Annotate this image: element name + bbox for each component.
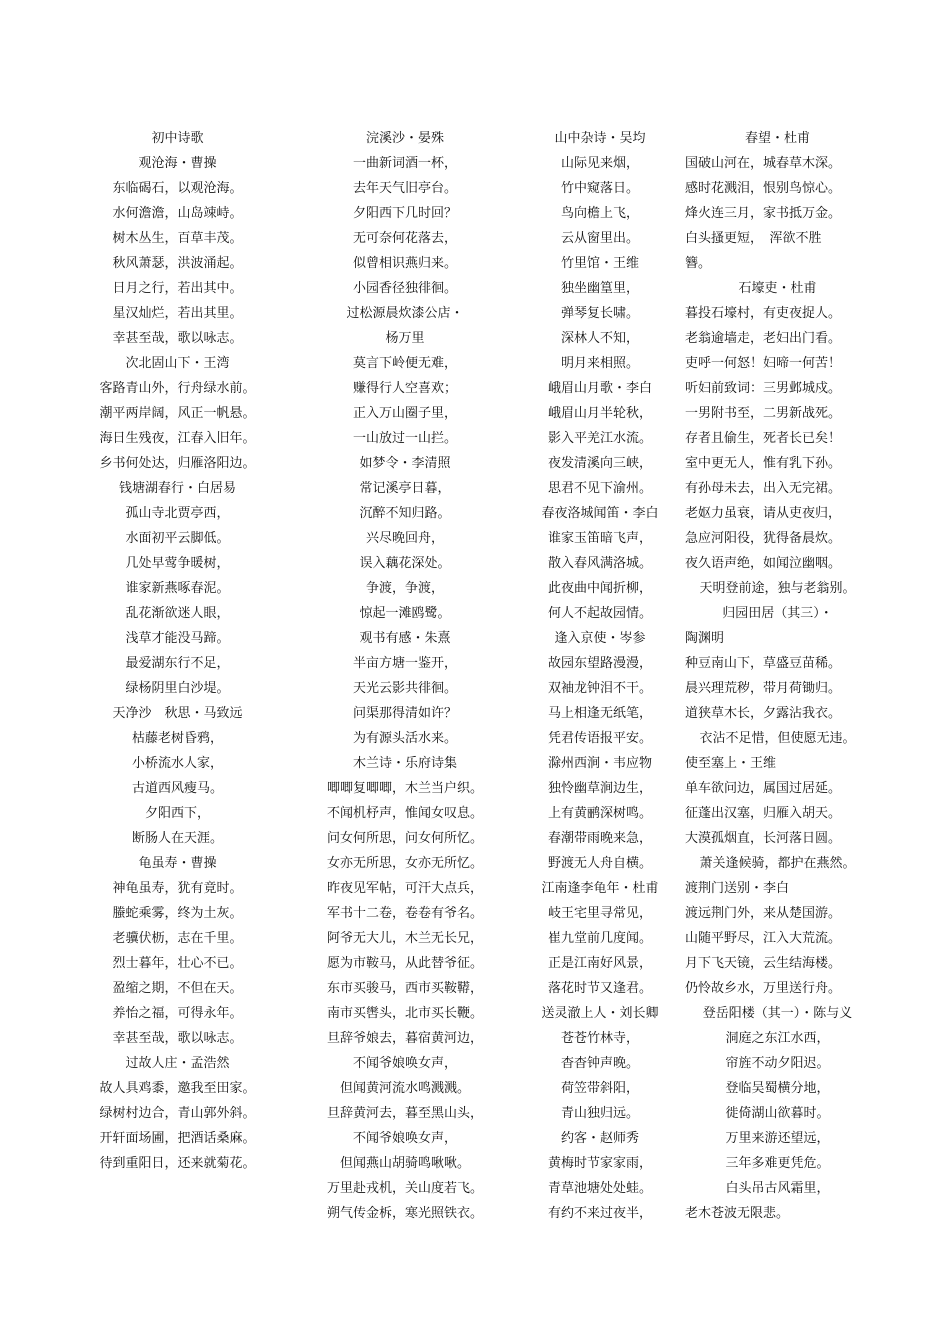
poem-line: 征蓬出汉塞，归雁入胡天。 [685, 806, 842, 821]
poem-line: 老木苍波无限悲。 [685, 1206, 790, 1221]
poem-line: 浅草才能没马蹄。 [125, 631, 230, 646]
poem-line: 观书有感・朱熹 [359, 631, 451, 646]
poem-line: 烈士暮年，壮心不已。 [112, 956, 243, 971]
poem-line: 天光云影共徘徊。 [352, 681, 457, 696]
poem-line: 鸟向檐上飞， [560, 206, 639, 221]
poem-line: 使至塞上・王维 [685, 756, 777, 771]
poem-line: 常记溪亭日暮， [359, 481, 451, 496]
poem-line: 荷笠带斜阳， [560, 1081, 639, 1096]
poem-line: 帘旌不动夕阳迟。 [725, 1056, 830, 1071]
poem-line: 谁家玉笛暗飞声， [547, 531, 652, 546]
poem-line: 养怡之福，可得永年。 [112, 1006, 243, 1021]
poem-line: 夜久语声绝，如闻泣幽咽。 [685, 556, 842, 571]
poem-line: 单车欲问边，属国过居延。 [685, 781, 842, 796]
poem-line: 万里来游还望远， [725, 1131, 830, 1146]
poem-line: 东临碣石，以观沧海。 [112, 181, 243, 196]
poem-line: 暮投石壕村，有吏夜捉人。 [685, 306, 842, 321]
poem-line: 惊起一滩鸥鹭。 [359, 606, 451, 621]
poem-line: 次北固山下・王湾 [125, 356, 230, 371]
poem-line: 衣沾不足惜，但使愿无违。 [699, 731, 856, 746]
poem-line: 女亦无所思，女亦无所忆。 [326, 856, 483, 871]
poem-line: 莫言下岭便无难， [352, 356, 457, 371]
poem-line: 室中更无人，惟有乳下孙。 [685, 456, 842, 471]
poem-column-3 [520, 126, 680, 1226]
poem-line: 白头吊古风霜里， [725, 1181, 830, 1196]
poem-line: 幸甚至哉，歌以咏志。 [112, 331, 243, 346]
poem-line: 绿杨阴里白沙堤。 [125, 681, 230, 696]
poem-line: 问渠那得清如许？ [352, 706, 457, 721]
poem-line: 阿爷无大儿，木兰无长兄， [326, 931, 483, 946]
poem-line: 东市买骏马，西市买鞍鞯， [326, 981, 483, 996]
poem-line: 去年天气旧亭台。 [352, 181, 457, 196]
poem-line: 峨眉山月半轮秋， [547, 406, 652, 421]
poem-line: 万里赴戎机，关山度若飞。 [326, 1181, 483, 1196]
poem-line: 双袖龙钟泪不干。 [547, 681, 652, 696]
poem-line: 待到重阳日，还来就菊花。 [99, 1156, 256, 1171]
poem-line: 兴尽晚回舟， [365, 531, 444, 546]
poem-line: 存者且偷生，死者长已矣！ [685, 431, 842, 446]
poem-line: 有约不来过夜半， [547, 1206, 652, 1221]
poem-line: 何人不起故园情。 [547, 606, 652, 621]
poem-line: 夕阳西下几时回？ [352, 206, 457, 221]
poem-line: 明月来相照。 [560, 356, 639, 371]
poem-line: 半亩方塘一鉴开， [352, 656, 457, 671]
poem-line: 龟虽寿・曹操 [138, 856, 217, 871]
poem-line: 陶渊明 [685, 631, 725, 646]
poem-line: 青山独归远。 [560, 1106, 639, 1121]
poem-line: 老妪力虽衰，请从吏夜归， [685, 506, 842, 521]
poem-line: 天明登前途，独与老翁别。 [699, 581, 856, 596]
poem-line: 竹里馆・王维 [560, 256, 639, 271]
poem-line: 如梦令・李清照 [359, 456, 451, 471]
poem-line: 吏呼一何怒！妇啼一何苦！ [685, 356, 842, 371]
poem-line: 三年多难更凭危。 [725, 1156, 830, 1171]
poem-line: 渡远荆门外，来从楚国游。 [685, 906, 842, 921]
poem-line: 石壕吏・杜甫 [738, 281, 817, 296]
poem-line: 谁家新燕啄春泥。 [125, 581, 230, 596]
poem-line: 有孙母未去，出入无完裙。 [685, 481, 842, 496]
poem-line: 夜发清溪向三峡， [547, 456, 652, 471]
poem-line: 滁州西涧・韦应物 [547, 756, 652, 771]
poem-line: 种豆南山下，草盛豆苗稀。 [685, 656, 842, 671]
poem-line: 初中诗歌 [151, 131, 204, 146]
poem-line: 观沧海・曹操 [138, 156, 217, 171]
poem-line: 海日生残夜，江春入旧年。 [99, 431, 256, 446]
poem-line: 过松源晨炊漆公店・ [346, 306, 464, 321]
poem-line: 潮平两岸阔，风正一帆悬。 [99, 406, 256, 421]
poem-line: 感时花溅泪，恨别鸟惊心。 [685, 181, 842, 196]
poem-line: 影入平羌江水流。 [547, 431, 652, 446]
poem-line: 昨夜见军帖，可汗大点兵， [326, 881, 483, 896]
poem-line: 秋风萧瑟，洪波涌起。 [112, 256, 243, 271]
poem-line: 散入春风满洛城。 [547, 556, 652, 571]
poem-line: 但闻黄河流水鸣溅溅。 [339, 1081, 470, 1096]
poem-line: 仍怜故乡水，万里送行舟。 [685, 981, 842, 996]
poem-line: 归园田居（其三）・ [722, 606, 833, 621]
poem-line: 正是江南好风景， [547, 956, 652, 971]
poem-line: 道狭草木长，夕露沾我衣。 [685, 706, 842, 721]
poem-line: 听妇前致词：三男邺城戍。 [685, 381, 842, 396]
poem-line: 不闻爷娘唤女声， [352, 1056, 457, 1071]
poem-line: 故人具鸡黍，邀我至田家。 [99, 1081, 256, 1096]
poem-line: 山中杂诗・吴均 [554, 131, 646, 146]
poem-line: 春夜洛城闻笛・李白 [541, 506, 659, 521]
poem-line: 愿为市鞍马，从此替爷征。 [326, 956, 483, 971]
poem-line: 春望・杜甫 [744, 131, 810, 146]
poem-line: 月下飞天镜，云生结海楼。 [685, 956, 842, 971]
poem-line: 云从窗里出。 [560, 231, 639, 246]
poem-line: 簪。 [685, 256, 712, 271]
poem-line: 登岳阳楼（其一）・陈与义 [702, 1006, 853, 1021]
poem-line: 浣溪沙・晏殊 [365, 131, 444, 146]
poem-line: 逢入京使・岑参 [554, 631, 646, 646]
poem-line: 弹琴复长啸。 [560, 306, 639, 321]
poem-line: 不闻爷娘唤女声， [352, 1131, 457, 1146]
poem-column-4 [685, 126, 870, 1226]
poem-line: 一男附书至，二男新战死。 [685, 406, 842, 421]
poem-line: 萧关逢候骑，都护在燕然。 [699, 856, 856, 871]
poem-line: 赚得行人空喜欢； [352, 381, 457, 396]
poem-line: 杨万里 [385, 331, 425, 346]
poem-line: 老翁逾墙走，老妇出门看。 [685, 331, 842, 346]
poem-line: 客路青山外，行舟绿水前。 [99, 381, 256, 396]
poem-line: 日月之行，若出其中。 [112, 281, 243, 296]
poem-line: 过故人庄・孟浩然 [125, 1056, 230, 1071]
poem-line: 神龟虽寿，犹有竟时。 [112, 881, 243, 896]
poem-line: 唧唧复唧唧，木兰当户织。 [326, 781, 483, 796]
poem-line: 晨兴理荒秽，带月荷锄归。 [685, 681, 842, 696]
poem-line: 凭君传语报平安。 [547, 731, 652, 746]
poem-line: 星汉灿烂，若出其里。 [112, 306, 243, 321]
poem-line: 约客・赵师秀 [560, 1131, 639, 1146]
poem-line: 孤山寺北贾亭西， [125, 506, 230, 521]
poem-line: 杳杳钟声晚。 [560, 1056, 639, 1071]
poem-line: 烽火连三月，家书抵万金。 [685, 206, 842, 221]
poem-line: 旦辞爷娘去，暮宿黄河边， [326, 1031, 483, 1046]
poem-line: 南市买辔头，北市买长鞭。 [326, 1006, 483, 1021]
poem-line: 白头搔更短， 浑欲不胜 [685, 231, 822, 246]
poem-line: 黄梅时节家家雨， [547, 1156, 652, 1171]
poem-line: 不闻机杼声，惟闻女叹息。 [326, 806, 483, 821]
poem-column-2 [305, 126, 505, 1226]
poem-line: 朔气传金柝，寒光照铁衣。 [326, 1206, 483, 1221]
poem-line: 独坐幽篁里， [560, 281, 639, 296]
poem-line: 山随平野尽，江入大荒流。 [685, 931, 842, 946]
poem-line: 青草池塘处处蛙。 [547, 1181, 652, 1196]
poem-line: 苍苍竹林寺， [560, 1031, 639, 1046]
poem-line: 夕阳西下， [144, 806, 210, 821]
poem-line: 小园香径独徘徊。 [352, 281, 457, 296]
poem-line: 洞庭之东江水西， [725, 1031, 830, 1046]
poem-line: 最爱湖东行不足， [125, 656, 230, 671]
poem-line: 崔九堂前几度闻。 [547, 931, 652, 946]
poem-line: 马上相逢无纸笔， [547, 706, 652, 721]
poem-line: 沉醉不知归路。 [359, 506, 451, 521]
poem-line: 螣蛇乘雾，终为土灰。 [112, 906, 243, 921]
poem-line: 深林人不知， [560, 331, 639, 346]
poem-line: 大漠孤烟直，长河落日圆。 [685, 831, 842, 846]
poem-line: 绿树村边合，青山郭外斜。 [99, 1106, 256, 1121]
poem-line: 独怜幽草涧边生， [547, 781, 652, 796]
poem-line: 古道西风瘦马。 [131, 781, 223, 796]
poem-line: 渡荆门送别・李白 [685, 881, 790, 896]
poem-line: 树木丛生，百草丰茂。 [112, 231, 243, 246]
poem-line: 登临吴蜀横分地， [725, 1081, 830, 1096]
poem-line: 竹中窥落日。 [560, 181, 639, 196]
poem-column-1 [80, 126, 275, 1176]
poem-line: 但闻燕山胡骑鸣啾啾。 [339, 1156, 470, 1171]
poem-line: 问女何所思，问女何所忆。 [326, 831, 483, 846]
poem-line: 木兰诗・乐府诗集 [352, 756, 457, 771]
poem-line: 似曾相识燕归来。 [352, 256, 457, 271]
poem-line: 无可奈何花落去， [352, 231, 457, 246]
poem-line: 老骥伏枥，志在千里。 [112, 931, 243, 946]
poem-line: 江南逢李龟年・杜甫 [541, 881, 659, 896]
poem-line: 故园东望路漫漫， [547, 656, 652, 671]
poem-line: 落花时节又逢君。 [547, 981, 652, 996]
poem-line: 天净沙 秋思・马致远 [112, 706, 243, 721]
poem-line: 乡书何处达，归雁洛阳边。 [99, 456, 256, 471]
poem-line: 枯藤老树昏鸦， [131, 731, 223, 746]
poem-line: 军书十二卷，卷卷有爷名。 [326, 906, 483, 921]
poem-line: 急应河阳役，犹得备晨炊。 [685, 531, 842, 546]
poem-line: 徙倚湖山欲暮时。 [725, 1106, 830, 1121]
poem-line: 山际见来烟， [560, 156, 639, 171]
poem-line: 盈缩之期，不但在天。 [112, 981, 243, 996]
poem-line: 正入万山圈子里， [352, 406, 457, 421]
poem-line: 断肠人在天涯。 [131, 831, 223, 846]
poem-line: 小桥流水人家， [131, 756, 223, 771]
poem-line: 乱花渐欲迷人眼， [125, 606, 230, 621]
poem-line: 一曲新词酒一杯， [352, 156, 457, 171]
poem-line: 春潮带雨晚来急， [547, 831, 652, 846]
poem-line: 开轩面场圃，把酒话桑麻。 [99, 1131, 256, 1146]
poem-line: 一山放过一山拦。 [352, 431, 457, 446]
poem-line: 上有黄鹂深树鸣。 [547, 806, 652, 821]
poem-line: 为有源头活水来。 [352, 731, 457, 746]
poem-line: 旦辞黄河去，暮至黑山头， [326, 1106, 483, 1121]
poem-line: 峨眉山月歌・李白 [547, 381, 652, 396]
poem-line: 岐王宅里寻常见， [547, 906, 652, 921]
poem-line: 国破山河在，城春草木深。 [685, 156, 842, 171]
poem-line: 幸甚至哉，歌以咏志。 [112, 1031, 243, 1046]
poem-line: 水何澹澹，山岛竦峙。 [112, 206, 243, 221]
poem-line: 水面初平云脚低。 [125, 531, 230, 546]
poem-line: 思君不见下渝州。 [547, 481, 652, 496]
poem-line: 误入藕花深处。 [359, 556, 451, 571]
poem-line: 送灵澈上人・刘长卿 [541, 1006, 659, 1021]
poem-line: 野渡无人舟自横。 [547, 856, 652, 871]
poem-line: 几处早莺争暖树， [125, 556, 230, 571]
poem-line: 争渡，争渡， [365, 581, 444, 596]
poem-line: 钱塘湖春行・白居易 [118, 481, 236, 496]
poem-line: 此夜曲中闻折柳， [547, 581, 652, 596]
